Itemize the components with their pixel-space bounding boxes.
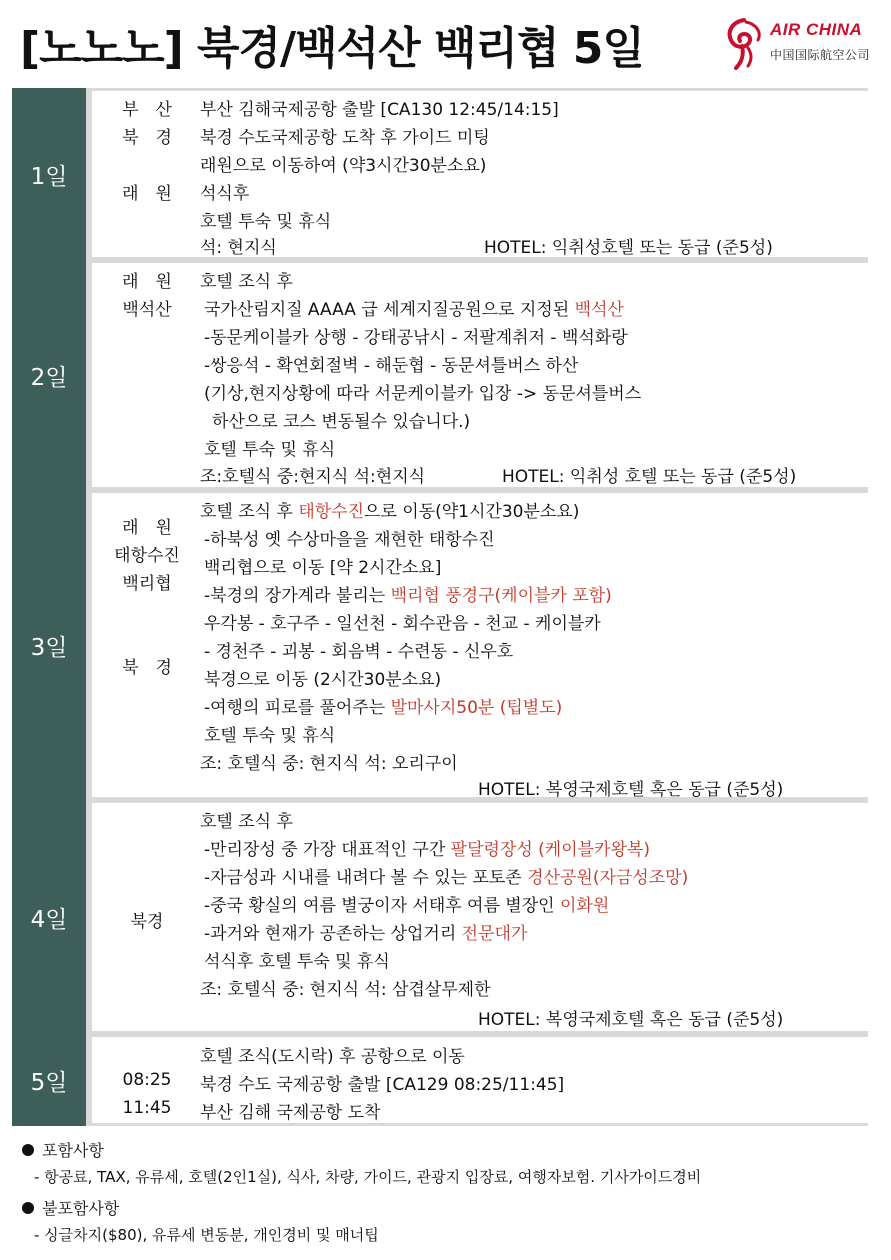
schedule-line: 래원으로 이동하여 (약3시간30분소요) bbox=[200, 156, 487, 176]
day-row-3 bbox=[12, 490, 868, 800]
schedule-line: 백리협으로 이동 [약 2시간소요] bbox=[204, 558, 442, 578]
schedule-line: -과거와 현재가 공존하는 상업거리 전문대가 bbox=[204, 924, 528, 944]
schedule-line: -하북성 옛 수상마을을 재현한 태항수진 bbox=[204, 530, 495, 550]
day-row-4 bbox=[12, 800, 868, 1034]
logo-text-cn: 中国国际航空公司 bbox=[770, 48, 871, 62]
schedule-line: 북경으로 이동 (2시간30분소요) bbox=[204, 670, 442, 690]
day-content bbox=[92, 803, 868, 1031]
bullet-icon bbox=[22, 1144, 34, 1156]
day-label: 5일 bbox=[12, 1034, 86, 1126]
schedule-line: 호텔 조식(도시락) 후 공항으로 이동 bbox=[200, 1047, 465, 1067]
schedule-line: 호텔 조식 후 bbox=[200, 812, 293, 832]
schedule-line: 호텔 조식 후 태항수진으로 이동(약1시간30분소요) bbox=[200, 502, 580, 522]
highlight-text: 경산공원(자금성조망) bbox=[527, 868, 689, 888]
schedule-line: -동문케이블카 상행 - 강태공낚시 - 저팔계취저 - 백석화랑 bbox=[204, 328, 628, 348]
location: 북 경 bbox=[122, 128, 172, 148]
day-label: 3일 bbox=[12, 490, 86, 800]
included-text: - 항공료, TAX, 유류세, 호텔(2인1실), 식사, 차량, 가이드, 관광지 입장료, 여행자보험. 기사가이드경비 bbox=[34, 1168, 702, 1186]
itinerary-table bbox=[12, 88, 868, 1126]
page-title: [노노노] 북경/백석산 백리협 5일 bbox=[20, 23, 644, 74]
notes-section bbox=[0, 1130, 891, 1260]
day-row-2 bbox=[12, 260, 868, 490]
schedule-line: 호텔 조식 후 bbox=[200, 272, 293, 292]
excluded-heading: 불포함사항 bbox=[22, 1196, 119, 1219]
day-row-1 bbox=[12, 88, 868, 260]
excluded-text: - 싱글차지($80), 유류세 변동분, 개인경비 및 매너팁 bbox=[34, 1226, 379, 1244]
day-content bbox=[92, 91, 868, 257]
air-china-logo bbox=[718, 12, 878, 74]
location: 북경 bbox=[130, 912, 164, 932]
day-label: 2일 bbox=[12, 260, 86, 490]
location: 부 산 bbox=[122, 100, 172, 120]
schedule-line: -자금성과 시내를 내려다 볼 수 있는 포토존 경산공원(자금성조망) bbox=[204, 868, 689, 888]
schedule-line: 호텔 투숙 및 휴식 bbox=[200, 212, 332, 232]
bullet-icon bbox=[22, 1202, 34, 1214]
time-label: 11:45 bbox=[122, 1098, 172, 1118]
logo-text-en: AIR CHINA bbox=[770, 20, 863, 39]
highlight-text: 태항수진 bbox=[298, 502, 365, 522]
highlight-text: 백석산 bbox=[574, 300, 624, 320]
highlight-text: 이화원 bbox=[559, 896, 610, 916]
schedule-line: 북경 수도국제공항 도착 후 가이드 미팅 bbox=[200, 128, 490, 148]
schedule-line: -북경의 장가계라 불리는 백리협 풍경구(케이블카 포함) bbox=[204, 586, 612, 606]
highlight-text: 팔달령장성 (케이블카왕복) bbox=[450, 840, 650, 860]
schedule-line: 우각봉 - 호구주 - 일선천 - 회수관음 - 천교 - 케이블카 bbox=[204, 614, 601, 634]
time-label: 08:25 bbox=[122, 1070, 172, 1090]
schedule-line: -만리장성 중 가장 대표적인 구간 팔달령장성 (케이블카왕복) bbox=[204, 840, 650, 860]
day-content bbox=[92, 263, 868, 487]
schedule-line: 국가산림지질 AAAA 급 세계지질공원으로 지정된 백석산 bbox=[204, 300, 624, 320]
location: 태항수진 bbox=[114, 546, 180, 566]
schedule-line: -쌍응석 - 확연회절벽 - 해둔협 - 동문셔틀버스 하산 bbox=[204, 356, 579, 376]
meal-line: 조: 호텔식 중: 현지식 석: 오리구이 bbox=[200, 754, 458, 774]
hotel-info: HOTEL: 익취성 호텔 또는 동급 (준5성) bbox=[502, 467, 797, 487]
schedule-line: - 경천주 - 괴봉 - 회음벽 - 수련동 - 신우호 bbox=[204, 642, 514, 662]
schedule-line: 북경 수도 국제공항 출발 [CA129 08:25/11:45] bbox=[200, 1075, 565, 1095]
schedule-line: 호텔 투숙 및 휴식 bbox=[204, 726, 336, 746]
schedule-line: (기상,현지상황에 따라 서문케이블카 입장 -> 동문셔틀버스 bbox=[204, 384, 642, 404]
schedule-line: 하산으로 코스 변동될수 있습니다.) bbox=[212, 412, 471, 432]
highlight-text: 발마사지50분 (팁별도) bbox=[390, 698, 563, 718]
schedule-line: 호텔 투숙 및 휴식 bbox=[204, 440, 336, 460]
day-content bbox=[92, 493, 868, 800]
location: 북 경 bbox=[122, 658, 172, 678]
location: 래 원 bbox=[122, 518, 172, 538]
hotel-info: HOTEL: 복영국제호텔 혹은 동급 (준5성) bbox=[478, 1010, 784, 1030]
day-label: 1일 bbox=[12, 88, 86, 260]
day-content bbox=[92, 1037, 868, 1123]
highlight-text: 전문대가 bbox=[461, 924, 528, 944]
location: 래 원 bbox=[122, 272, 172, 292]
location: 래 원 bbox=[122, 184, 172, 204]
meal-line: 조:호텔식 중:현지식 석:현지식 bbox=[200, 467, 426, 487]
schedule-line: -여행의 피로를 풀어주는 발마사지50분 (팁별도) bbox=[204, 698, 563, 718]
hotel-info: HOTEL: 익취성호텔 또는 동급 (준5성) bbox=[484, 238, 773, 258]
schedule-line: 부산 김해 국제공항 도착 bbox=[200, 1103, 381, 1123]
schedule-line: 석식후 호텔 투숙 및 휴식 bbox=[204, 952, 390, 972]
schedule-line: -중국 황실의 여름 별궁이자 서태후 여름 별장인 이화원 bbox=[204, 896, 610, 916]
meal-line: 석: 현지식 bbox=[200, 238, 277, 258]
meal-line: 조: 호텔식 중: 현지식 석: 삼겹살무제한 bbox=[200, 980, 491, 1000]
hotel-info: HOTEL: 복영국제호텔 혹은 동급 (준5성) bbox=[478, 780, 784, 800]
phoenix-icon bbox=[722, 16, 766, 70]
day-row-5 bbox=[12, 1034, 868, 1126]
schedule-line: 석식후 bbox=[200, 184, 250, 204]
page-header bbox=[0, 0, 891, 88]
highlight-text: 백리협 풍경구(케이블카 포함) bbox=[390, 586, 612, 606]
day-label: 4일 bbox=[12, 800, 86, 1034]
location: 백리협 bbox=[122, 574, 172, 594]
schedule-line: 부산 김해국제공항 출발 [CA130 12:45/14:15] bbox=[200, 100, 559, 120]
location: 백석산 bbox=[122, 300, 172, 320]
included-heading: 포함사항 bbox=[22, 1138, 104, 1161]
